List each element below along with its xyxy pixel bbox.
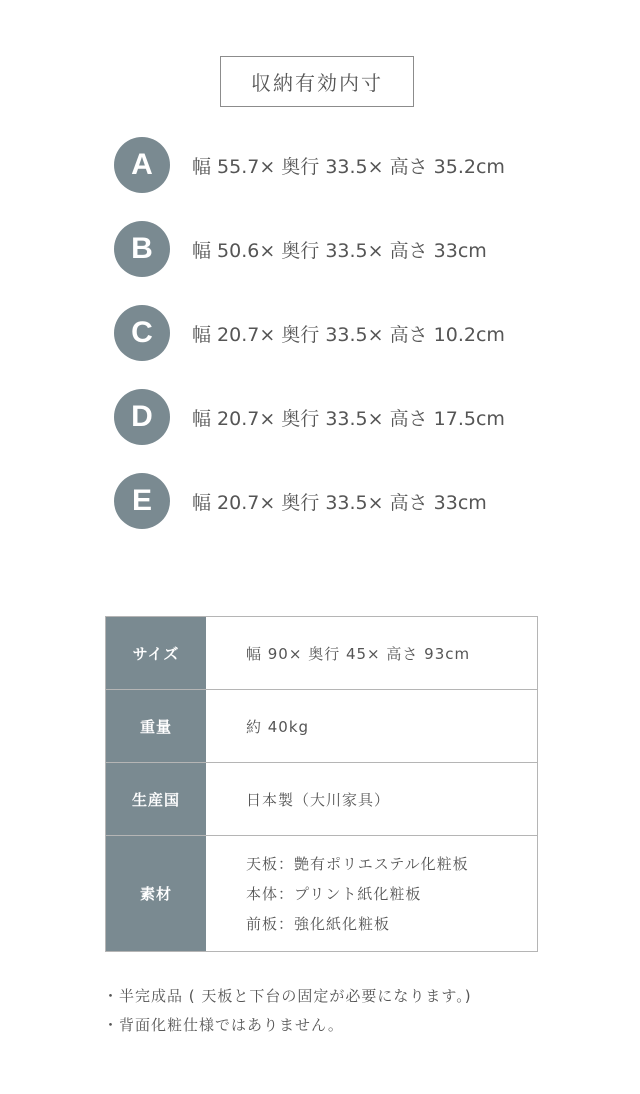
spec-label-size: サイズ [106, 617, 207, 690]
spec-label-origin: 生産国 [106, 763, 207, 836]
spec-value-origin: 日本製（大川家具） [206, 763, 538, 836]
compartment-row-b [114, 221, 487, 277]
spec-value-size: 幅 90× 奥行 45× 高さ 93cm [206, 617, 538, 690]
note-back-finish: ・背面化粧仕様ではありません。 [103, 1016, 344, 1034]
section-title: 収納有効内寸 [220, 56, 414, 107]
compartment-badge-b: B [114, 221, 170, 277]
material-line-body: 本体：プリント紙化粧板 [246, 884, 422, 903]
material-line-top: 天板：艶有ポリエステル化粧板 [246, 854, 469, 873]
spec-value-weight: 約 40kg [206, 690, 538, 763]
spec-label-material: 素材 [106, 836, 207, 952]
compartment-row-e [114, 473, 487, 529]
compartment-badge-e: E [114, 473, 170, 529]
spec-row-origin [106, 763, 538, 836]
spec-table [105, 616, 538, 952]
material-line-front: 前板：強化紙化粧板 [246, 914, 391, 933]
compartment-dimensions-a: 幅 55.7× 奥行 33.5× 高さ 35.2cm [192, 155, 505, 178]
spec-row-weight [106, 690, 538, 763]
spec-value-material [206, 836, 538, 952]
compartment-badge-d: D [114, 389, 170, 445]
spec-row-material [106, 836, 538, 952]
notes [103, 982, 472, 1040]
note-semi-assembled: ・半完成品 ( 天板と下台の固定が必要になります。) [103, 987, 472, 1005]
compartment-dimensions-d: 幅 20.7× 奥行 33.5× 高さ 17.5cm [192, 407, 505, 430]
compartment-badge-c: C [114, 305, 170, 361]
compartment-badge-a: A [114, 137, 170, 193]
compartment-row-c [114, 305, 505, 361]
spec-row-size [106, 617, 538, 690]
compartment-row-a [114, 137, 505, 193]
compartment-dimensions-b: 幅 50.6× 奥行 33.5× 高さ 33cm [192, 239, 487, 262]
spec-label-weight: 重量 [106, 690, 207, 763]
compartment-dimensions-c: 幅 20.7× 奥行 33.5× 高さ 10.2cm [192, 323, 505, 346]
compartment-row-d [114, 389, 505, 445]
compartment-dimensions-e: 幅 20.7× 奥行 33.5× 高さ 33cm [192, 491, 487, 514]
